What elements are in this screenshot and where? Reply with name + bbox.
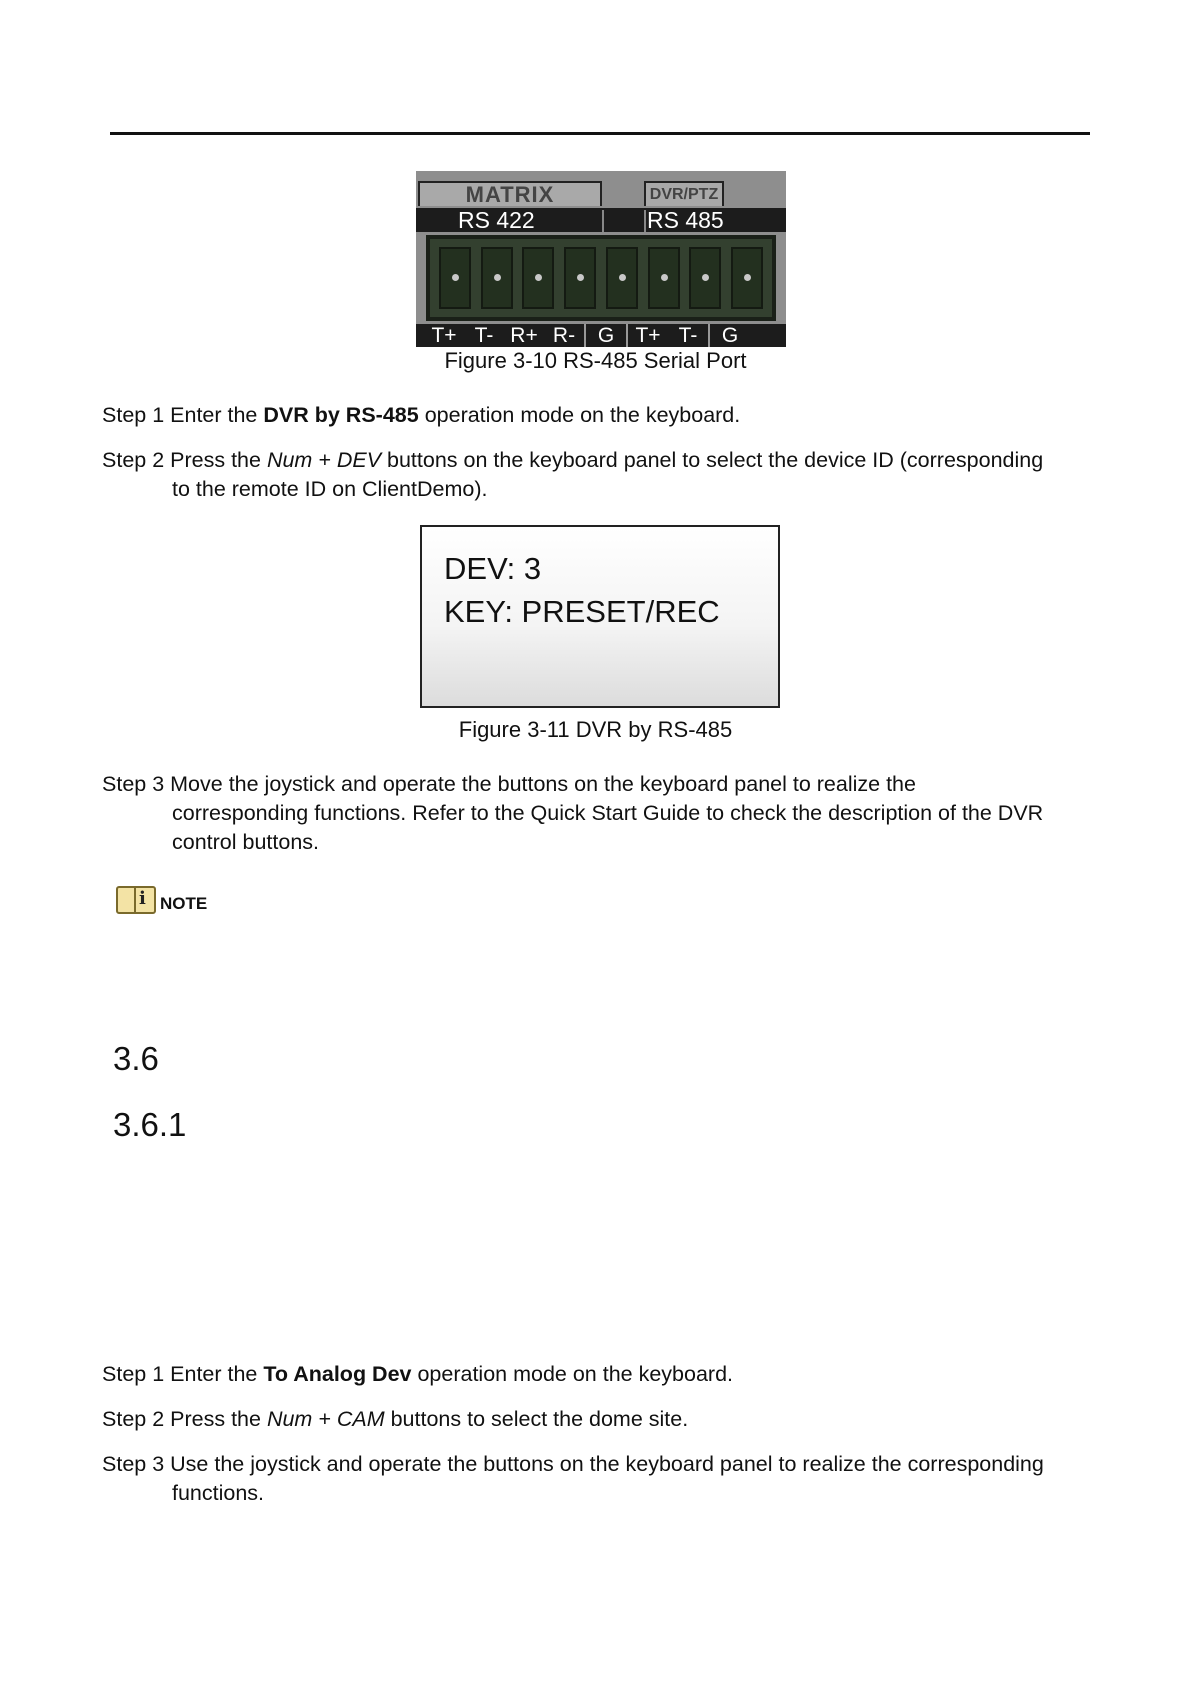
- step-text: operation mode on the keyboard.: [411, 1362, 734, 1386]
- step-bold-text: DVR by RS-485: [263, 403, 419, 427]
- pin-label: T+: [635, 324, 661, 347]
- step-label: Step 2: [102, 448, 171, 472]
- info-book-icon: [116, 886, 156, 914]
- step-italic-text: Num + CAM: [266, 1407, 385, 1431]
- terminal-pin: [731, 247, 763, 309]
- step-italic-text: Num + DEV: [266, 448, 382, 472]
- port-separator: [644, 210, 646, 232]
- step-text: Press the: [170, 448, 267, 472]
- step-continuation: corresponding functions. Refer to the Quick Start Guide to check the description of the DVR: [172, 801, 1044, 825]
- rs485-port-figure: [416, 171, 786, 347]
- section-heading: 3.6: [113, 1040, 159, 1077]
- terminal-pin: [689, 247, 721, 309]
- step-text: buttons on the keyboard panel to select the device ID (corresponding: [381, 448, 1044, 472]
- step-text: Use the joystick and operate the buttons on the keyboard panel to realize the corresponding: [170, 1452, 1044, 1476]
- step-label: Step 2: [102, 1407, 171, 1431]
- pin-label: G: [586, 324, 628, 347]
- note-label: NOTE: [160, 894, 208, 913]
- step-text: Enter the: [170, 403, 264, 427]
- pin-labels: [416, 324, 786, 347]
- step-item: [102, 1450, 1092, 1508]
- step-bold-text: To Analog Dev: [263, 1362, 412, 1386]
- pin-label: T-: [474, 324, 494, 347]
- terminal-pin: [564, 247, 596, 309]
- step-label: Step 1: [102, 1362, 171, 1386]
- step-text: Enter the: [170, 1362, 264, 1386]
- step-label: Step 3: [102, 1452, 171, 1476]
- step-continuation: control buttons.: [172, 830, 320, 854]
- matrix-header: MATRIX: [418, 181, 602, 206]
- pin-label: T+: [431, 324, 457, 347]
- step-continuation: functions.: [172, 1481, 265, 1505]
- lcd-display: [420, 525, 780, 708]
- terminal-pin: [522, 247, 554, 309]
- figure-caption: Figure 3-10 RS-485 Serial Port: [444, 348, 747, 373]
- lcd-line: KEY: PRESET/REC: [444, 594, 720, 629]
- lcd-line: DEV: 3: [444, 551, 542, 586]
- figure-caption: Figure 3-11 DVR by RS-485: [458, 717, 733, 742]
- subsection-heading: 3.6.1: [113, 1106, 187, 1143]
- step-label: Step 3: [102, 772, 171, 796]
- pin-label: T-: [668, 324, 710, 347]
- step-item: [102, 446, 1092, 504]
- port-separator: [602, 210, 604, 232]
- rs422-label: RS 422: [458, 207, 535, 233]
- port-label-bar: [416, 208, 786, 232]
- step-continuation: to the remote ID on ClientDemo).: [172, 477, 488, 501]
- terminal-pin: [481, 247, 513, 309]
- terminal-block: [426, 235, 776, 321]
- terminal-pin: [606, 247, 638, 309]
- step-text: operation mode on the keyboard.: [418, 403, 741, 427]
- step-label: Step 1: [102, 403, 171, 427]
- dvr-ptz-header: DVR/PTZ: [644, 181, 724, 206]
- pin-label: G: [721, 324, 739, 347]
- pin-label: R+: [510, 324, 538, 347]
- terminal-pin: [648, 247, 680, 309]
- step-item: [102, 401, 1092, 430]
- rs485-label: RS 485: [647, 207, 724, 233]
- step-item: [102, 1405, 1092, 1434]
- step-item: [102, 1360, 1092, 1389]
- step-text: Move the joystick and operate the buttons on the keyboard panel to realize the: [170, 772, 916, 796]
- step-text: Press the: [170, 1407, 267, 1431]
- step-text: buttons to select the dome site.: [384, 1407, 689, 1431]
- header-rule: [110, 132, 1090, 135]
- info-glyph: i: [139, 888, 146, 909]
- note-callout: [116, 886, 207, 914]
- terminal-pin: [439, 247, 471, 309]
- pin-label: R-: [544, 324, 586, 347]
- step-item: [102, 770, 1092, 857]
